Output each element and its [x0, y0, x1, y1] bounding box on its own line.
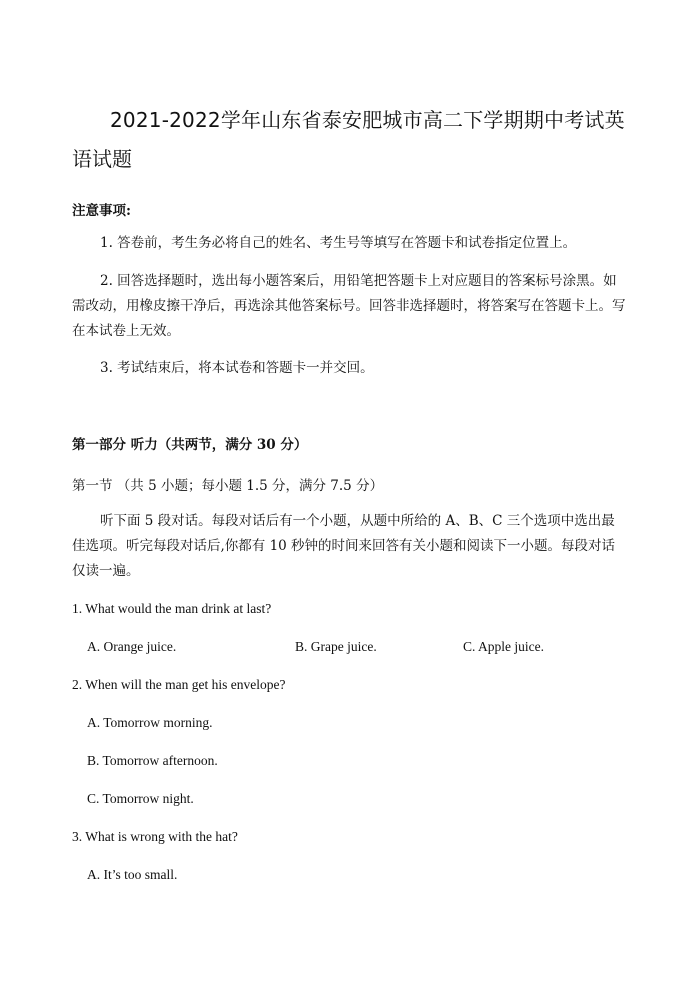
- section-1-instructions: 听下面 5 段对话。每段对话后有一个小题，从题中所给的 A、B、C 三个选项中选出最佳选项。听完每段对话后,你都有 10 秒钟的时间来回答有关小题和阅读下一小题。每段对话仅读一遍。: [72, 513, 616, 579]
- question-3-option-a: A. It’s too small.: [87, 867, 178, 882]
- exam-title-line-1: 2021-2022学年山东省泰安肥城市高二下学期期中考试英: [110, 108, 625, 132]
- part-1-heading: 第一部分 听力（共两节，满分 30 分）: [72, 437, 308, 453]
- note-item-3: 3. 考试结束后，将本试卷和答题卡一并交回。: [100, 360, 374, 376]
- question-2-option-a: A. Tomorrow morning.: [87, 715, 213, 730]
- question-2: 2. When will the man get his envelope?: [72, 677, 286, 692]
- question-1: 1. What would the man drink at last?: [72, 601, 272, 616]
- question-1-option-a: A. Orange juice.: [87, 639, 177, 654]
- question-3: 3. What is wrong with the hat?: [72, 829, 238, 844]
- question-1-option-c: C. Apple juice.: [463, 639, 544, 654]
- exam-title-line-2: 语试题: [72, 147, 132, 171]
- section-1-heading: 第一节 （共 5 小题；每小题 1.5 分，满分 7.5 分）: [72, 478, 384, 494]
- note-item-1: 1. 答卷前，考生务必将自己的姓名、考生号等填写在答题卡和试卷指定位置上。: [100, 235, 577, 251]
- question-1-option-b: B. Grape juice.: [295, 639, 377, 654]
- note-item-2: 2. 回答选择题时，选出每小题答案后，用铅笔把答题卡上对应题目的答案标号涂黑。如需改动，用橡皮擦干净后，再选涂其他答案标号。回答非选择题时，将答案写在答题卡上。写在本试卷上无效。: [72, 273, 626, 339]
- notes-heading: 注意事项:: [72, 203, 131, 219]
- question-2-option-b: B. Tomorrow afternoon.: [87, 753, 218, 768]
- question-2-option-c: C. Tomorrow night.: [87, 791, 194, 806]
